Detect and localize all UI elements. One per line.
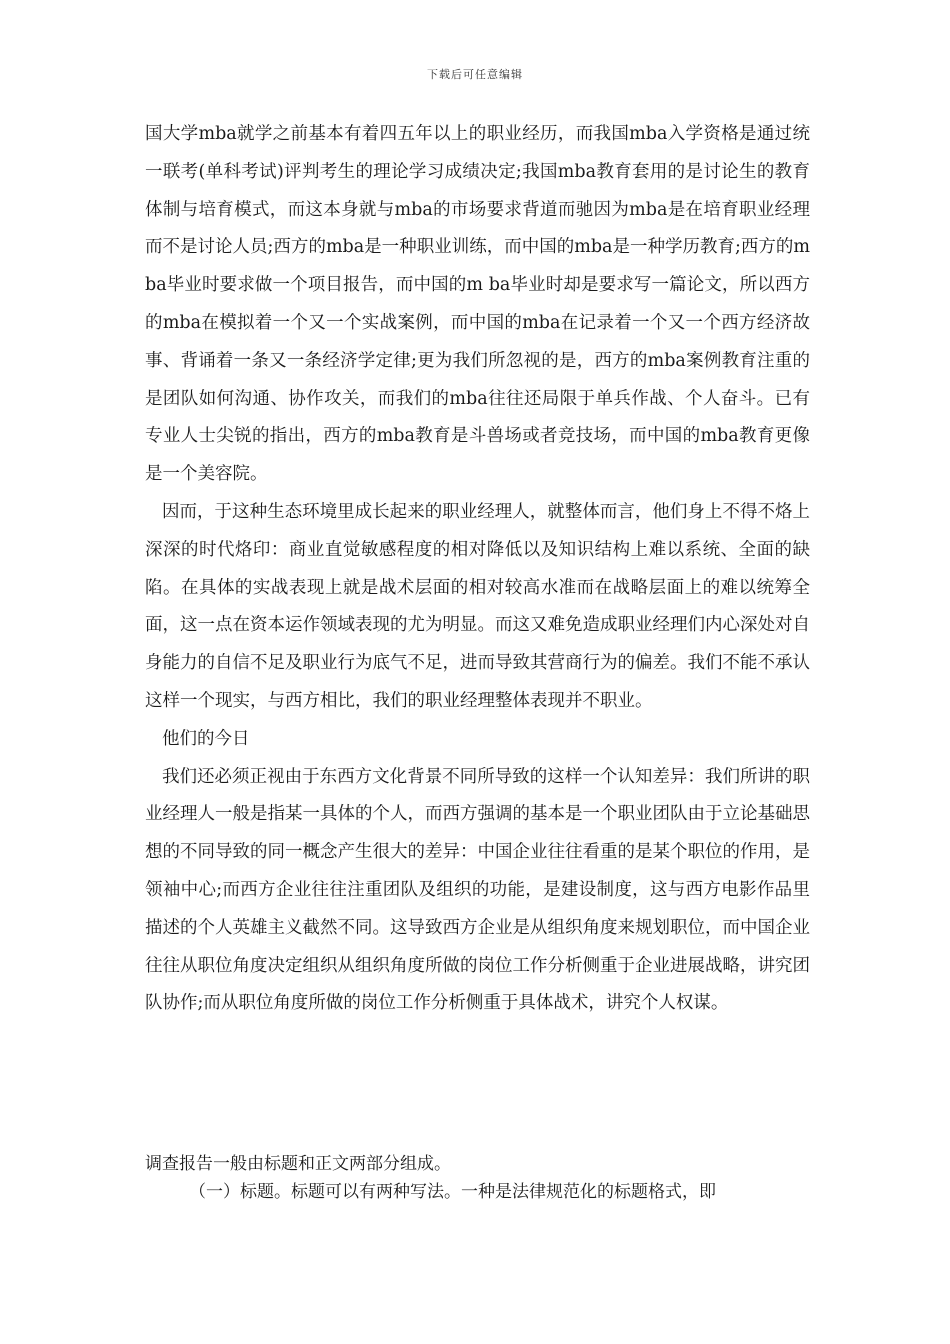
paragraph-cultural-difference: 我们还必须正视由于东西方文化背景不同所导致的这样一个认知差异：我们所讲的职业经理人一般是指某一具体的个人，而西方强调的基本是一个职业团队由于立论基础思想的不同导致的同一概念产生很大的差异：中国企业往往看重的是某个职位的作用，是领袖中心;而西方企业往往注重团队及组织的功能，是建设制度，这与西方电影作品里描述的个人英雄主义截然不同。这导致西方企业是从组织角度来规划职位，而中国企业往往从职位角度决定组织从组织角度所做的岗位工作分析侧重于企业进展战略，讲究团队协作;而从职位角度所做的岗位工作分析侧重于具体战术，讲究个人权谋。 — [145, 766, 810, 1014]
report-title-line: （一）标题。标题可以有两种写法。一种是法律规范化的标题格式，即 — [189, 1182, 716, 1202]
document-body — [145, 116, 810, 1023]
page-header: 下载后可任意编辑 — [427, 68, 523, 81]
section-heading: 他们的今日 — [162, 728, 250, 749]
report-section — [145, 1150, 810, 1206]
report-intro-line: 调查报告一般由标题和正文两部分组成。 — [145, 1154, 451, 1174]
paragraph-mba-comparison: 国大学mba就学之前基本有着四五年以上的职业经历，而我国mba入学资格是通过统一联考(单科考试)评判考生的理论学习成绩决定;我国mba教育套用的是讨论生的教育体制与培育模式，而这本身就与mba的市场要求背道而驰因为mba是在培育职业经理而不是讨论人员;西方的mba是一种职业训练，而中国的mba是一种学历教育;西方的m ba毕业时要求做一个项目报告，而中国的m ba毕业时却是要求写一篇论文，所以西方的mba在模拟着一个又一个实战案例，而中国的mba在记录着一个又一个西方经济故事、背诵着一条又一条经济学定律;更为我们所忽视的是，西方的mba案例教育注重的是团队如何沟通、协作攻关，而我们的mba往往还局限于单兵作战、个人奋斗。已有专业人士尖锐的指出，西方的mba教育是斗兽场或者竞技场，而中国的mba教育更像是一个美容院。 — [145, 124, 810, 485]
paragraph-manager-shortcomings: 因而，于这种生态环境里成长起来的职业经理人，就整体而言，他们身上不得不烙上深深的时代烙印：商业直觉敏感程度的相对降低以及知识结构上难以系统、全面的缺陷。在具体的实战表现上就是战术层面的相对较高水准而在战略层面上的难以统筹全面，这一点在资本运作领域表现的尤为明显。而这又难免造成职业经理们内心深处对自身能力的自信不足及职业行为底气不足，进而导致其营商行为的偏差。我们不能不承认这样一个现实，与西方相比，我们的职业经理整体表现并不职业。 — [145, 501, 810, 711]
